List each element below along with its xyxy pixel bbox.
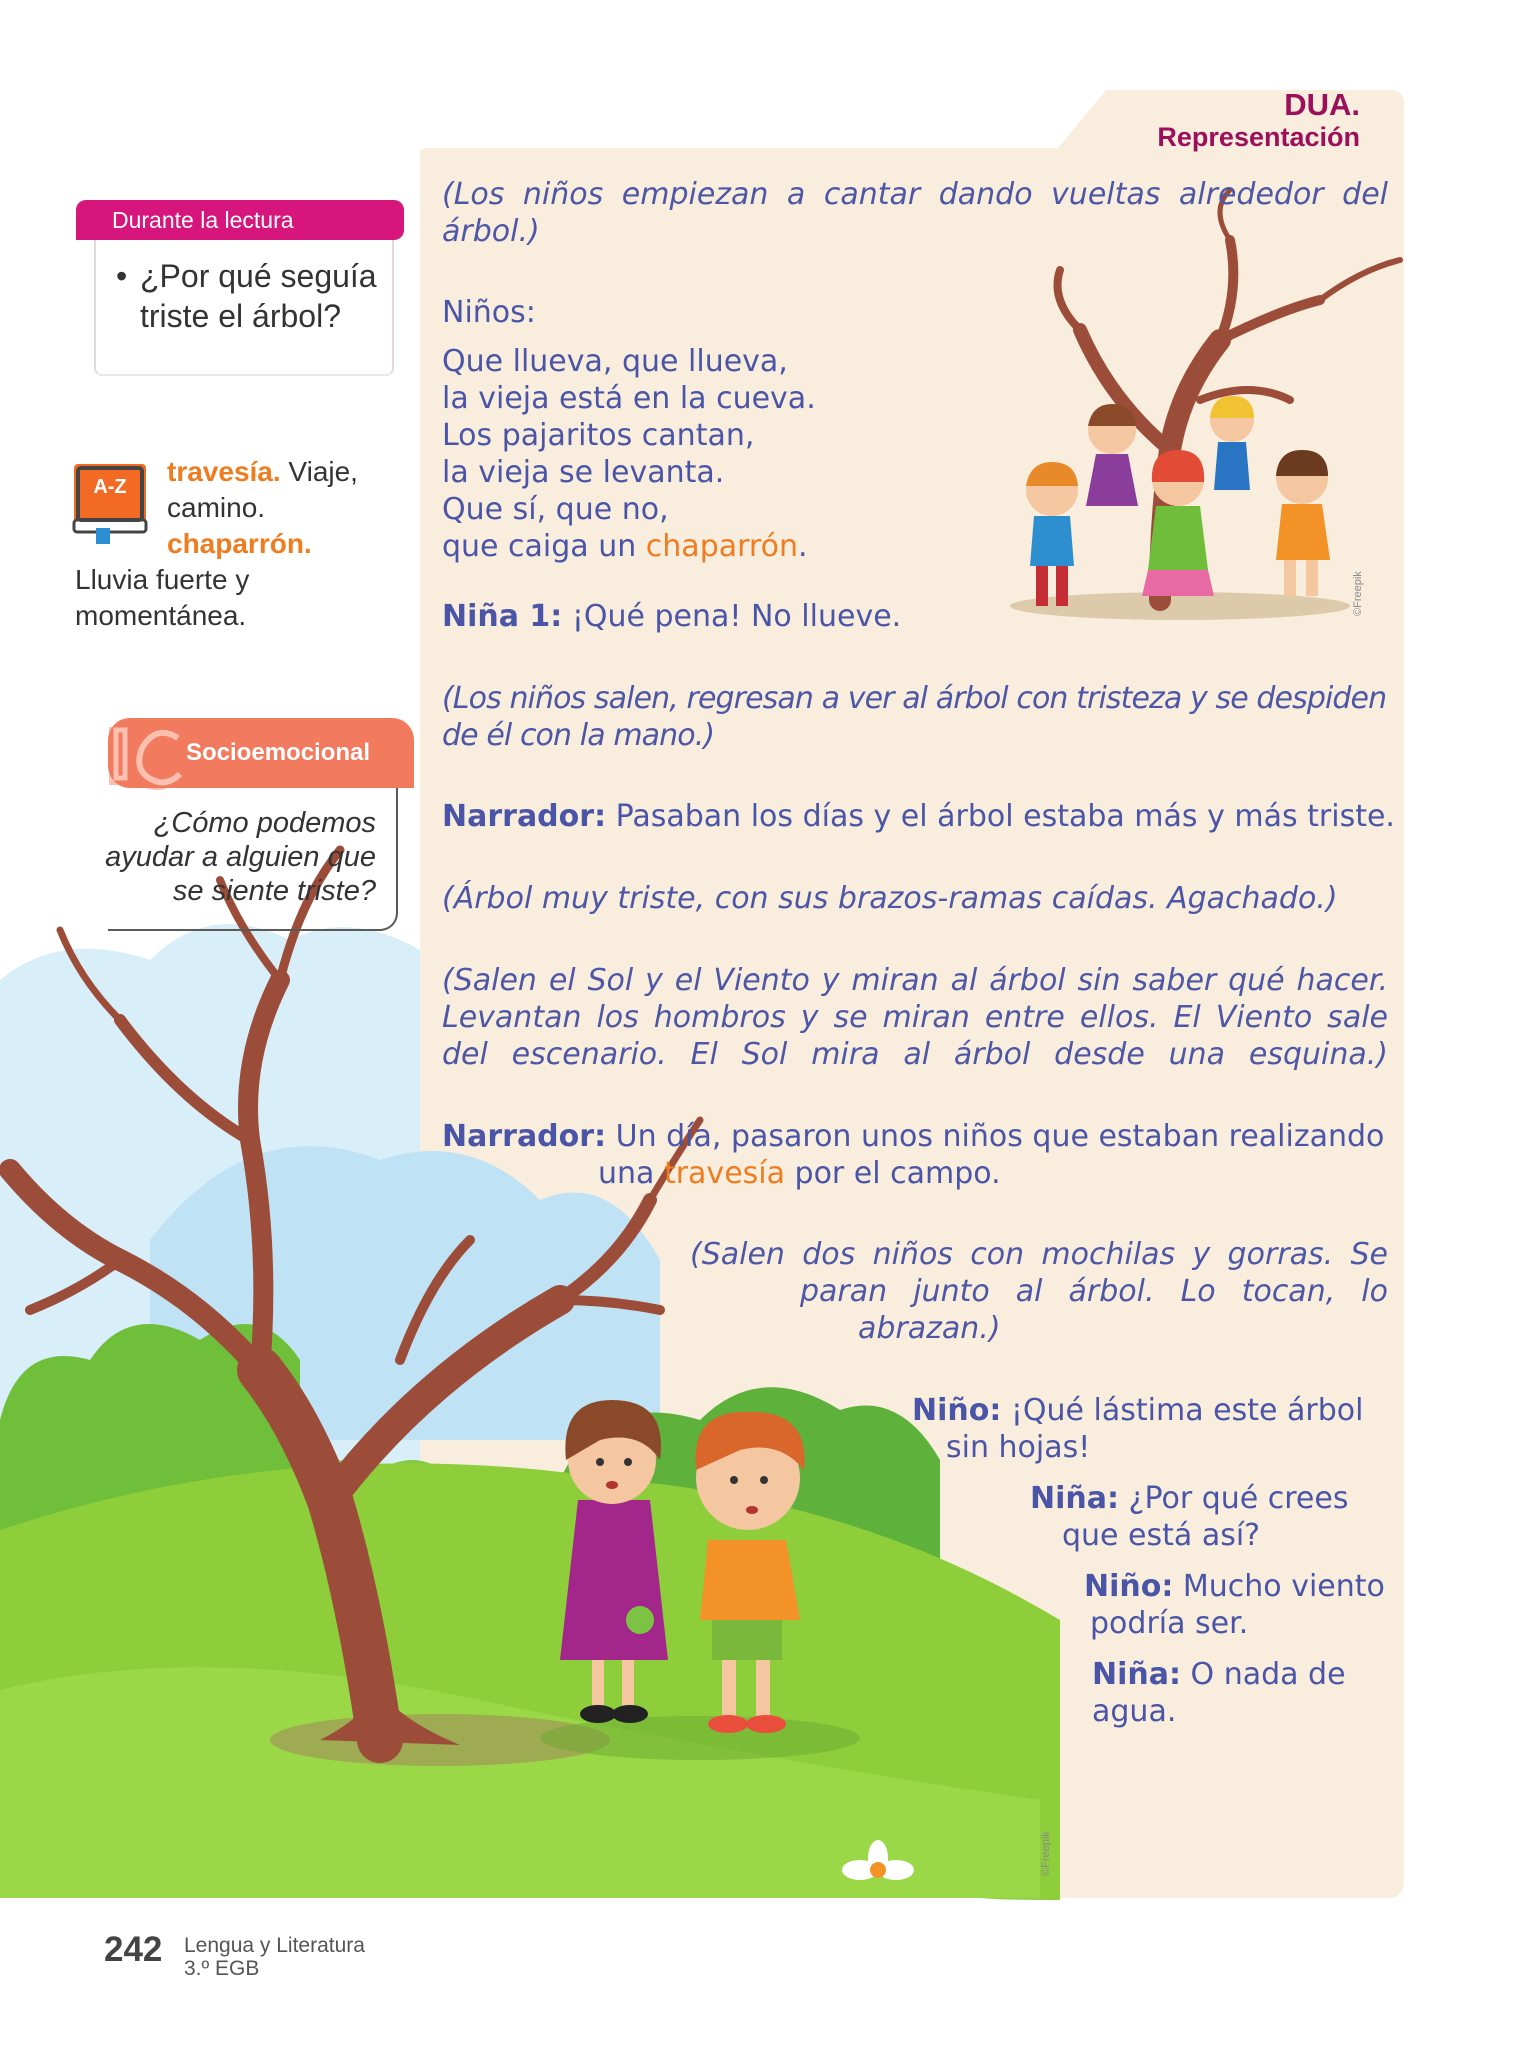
footer-subject [184, 1934, 365, 1980]
song-line: la vieja se levanta. [442, 455, 725, 490]
glossary-word: travesía. [167, 456, 281, 487]
socio-question: ¿Cómo podemos ayudar a alguien que se siente triste? [105, 807, 376, 907]
song-line: Los pajaritos cantan, [442, 418, 755, 453]
speaker-nina: Niña: [1030, 1481, 1119, 1516]
stage-direction-4: (Salen el Sol y el Viento y miran al árbol sin saber qué hacer. Levantan los hombros y se miran entre ellos. El Viento sale del escenario. El Sol mira al árbol desde una esquina.) [442, 963, 1388, 1072]
grade-name: 3.º EGB [184, 1957, 260, 1980]
narrador-line-2 [442, 1155, 1388, 1192]
dua-header [1157, 88, 1360, 152]
song-line [442, 528, 942, 565]
dialogue-nina-2 [1092, 1656, 1392, 1730]
speaker-narrador: Narrador: [442, 799, 607, 834]
page-number: 242 [104, 1930, 163, 1969]
sd5-line-1: (Salen dos niños con mochilas y gorras. Se [690, 1237, 1388, 1272]
glossary-definition: Lluvia fuerte y momentánea. [75, 564, 250, 631]
speaker-narrador: Narrador: [442, 1119, 607, 1154]
dua-subtitle: Representación [1157, 122, 1360, 152]
dialogue-nino-1 [912, 1392, 1372, 1466]
dialogue-text: ¡Qué lástima este árbol [1010, 1393, 1364, 1428]
image-credit: ©Freepik [1040, 1831, 1052, 1876]
speaker-nino: Niño: [1084, 1569, 1174, 1604]
reading-question [116, 256, 386, 336]
song [442, 343, 942, 565]
d1-line [912, 1392, 1372, 1429]
speaker-nino: Niño: [912, 1393, 1002, 1428]
song-line: Que llueva, que llueva, [442, 344, 788, 379]
dialogue-text: Pasaban los días y el árbol estaba más y más triste. [615, 799, 1395, 834]
d3-line [1084, 1568, 1394, 1605]
song-line-text: que caiga un [442, 529, 646, 564]
song-line: la vieja está en la cueva. [442, 381, 816, 416]
d4-line [1092, 1656, 1392, 1693]
dialogue-text: Mucho viento [1182, 1569, 1385, 1604]
sd5-line-2: paran junto al árbol. Lo tocan, lo [800, 1274, 1388, 1309]
stage-direction-1: (Los niños empiezan a cantar dando vueltas alrededor del árbol.) [442, 177, 1388, 249]
line-narrador-1 [442, 798, 1402, 835]
speaker-nina1: Niña 1: [442, 599, 563, 634]
speaker-nina: Niña: [1092, 1657, 1181, 1692]
d2-line-2: que está así? [1062, 1518, 1261, 1553]
line-narrador-2 [442, 1118, 1388, 1192]
glossary-word: chaparrón. [167, 528, 312, 559]
d3-line-2: podría ser. [1090, 1606, 1249, 1641]
song-line-end: . [797, 529, 808, 564]
dialogue-nina-1 [1030, 1480, 1390, 1554]
stage-direction-5 [690, 1236, 1388, 1347]
d2-line [1030, 1480, 1390, 1517]
dialogue-text: O nada de [1190, 1657, 1346, 1692]
bullet: • [116, 258, 128, 294]
d4-line-2: agua. [1092, 1694, 1177, 1729]
socio-label: Socioemocional [186, 739, 371, 766]
dialogue-nino-2 [1084, 1568, 1394, 1642]
narrador-line-1 [442, 1118, 1388, 1155]
dialogue-text: por el campo. [785, 1156, 1001, 1191]
sd5-line-3: abrazan.) [858, 1311, 1001, 1346]
dialogue-text: una [598, 1156, 664, 1191]
dialogue-text: Un día, pasaron unos niños que estaban realizando [615, 1119, 1385, 1154]
highlight-travesia: travesía [663, 1156, 785, 1191]
glossary-icon-label: A-Z [93, 476, 127, 498]
subject-name: Lengua y Literatura [184, 1934, 365, 1957]
d1-line-2: sin hojas! [946, 1430, 1091, 1465]
ground-shadow [540, 1716, 860, 1760]
speaker-ninos: Niños: [442, 295, 536, 330]
stage-direction-3: (Árbol muy triste, con sus brazos-ramas caídas. Agachado.) [442, 881, 1338, 916]
song-line: Que sí, que no, [442, 492, 669, 527]
glossary-entry-2-word [75, 526, 375, 562]
dialogue-text: ¿Por qué crees [1128, 1481, 1349, 1516]
reading-question-text: ¿Por qué seguía triste el árbol? [140, 258, 377, 334]
line-nina1 [442, 598, 901, 635]
dialogue-text: ¡Qué pena! No llueve. [571, 599, 902, 634]
glossary-definition: Viaje, camino. [167, 456, 358, 523]
image-credit: ©Freepik [1352, 571, 1364, 616]
reading-tab: Durante la lectura [76, 200, 404, 240]
stage-direction-2: (Los niños salen, regresan a ver al árbol con tristeza y se despiden de él con la mano.) [442, 681, 1387, 753]
dua-title: DUA. [1284, 87, 1360, 122]
highlight-chaparron: chaparrón [645, 529, 798, 564]
